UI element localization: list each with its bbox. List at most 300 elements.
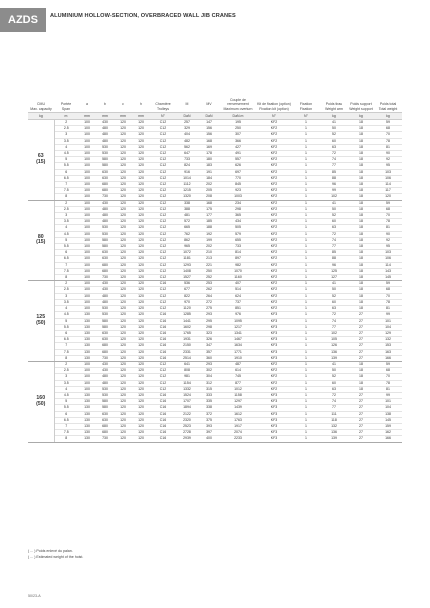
table-body — [28, 120, 402, 443]
column-header: DaN — [176, 113, 198, 120]
table-cell: 27 — [348, 436, 374, 442]
table-cell: 100 — [78, 368, 96, 374]
table-cell: KF3 — [256, 417, 292, 423]
table-cell: 733 — [220, 244, 256, 250]
table-cell: C16 — [150, 324, 176, 330]
table-cell: 2.5 — [54, 287, 78, 293]
table-cell: 63 — [320, 225, 348, 231]
table-cell: 162 — [374, 430, 402, 436]
table-cell: 100 — [78, 386, 96, 392]
table-cell: KF3 — [256, 355, 292, 361]
table-cell: 430 — [96, 287, 114, 293]
table-cell: 626 — [220, 163, 256, 169]
table-cell: 6.5 — [54, 175, 78, 181]
table-cell: 480 — [96, 126, 114, 132]
table-cell: 63 — [320, 306, 348, 312]
table-cell: 18 — [348, 175, 374, 181]
table-cell: C12 — [150, 200, 176, 206]
table-cell: 8 — [54, 436, 78, 442]
capacity-cell — [28, 120, 54, 201]
table-cell: KF2 — [256, 268, 292, 274]
table-cell: 1217 — [220, 324, 256, 330]
table-cell: 96 — [320, 262, 348, 268]
table-cell: KF2 — [256, 299, 292, 305]
table-cell: 3.5 — [54, 380, 78, 386]
table-cell: 18 — [348, 256, 374, 262]
table-cell: 298 — [198, 324, 220, 330]
table-cell: 680 — [96, 343, 114, 349]
table-cell: 120 — [132, 392, 150, 398]
table-cell: 118 — [320, 417, 348, 423]
capacity-sub: (15) — [36, 158, 46, 165]
table-cell: KF2 — [256, 132, 292, 138]
column-header: MV — [206, 101, 212, 106]
table-cell: 1527 — [176, 275, 198, 281]
table-cell: 101 — [374, 399, 402, 405]
table-cell: 1 — [292, 287, 320, 293]
table-cell: 27 — [348, 324, 374, 330]
table-cell: 434 — [220, 219, 256, 225]
table-cell: 4 — [54, 225, 78, 231]
table-cell: 923 — [220, 188, 256, 194]
table-cell: KF2 — [256, 281, 292, 287]
table-cell: 100 — [78, 293, 96, 299]
table-cell: 1 — [292, 349, 320, 355]
table-cell: 5 — [54, 157, 78, 163]
table-cell: 120 — [132, 330, 150, 336]
table-cell: 120 — [132, 374, 150, 380]
table-cell: 27 — [348, 343, 374, 349]
table-cell: 5.5 — [54, 324, 78, 330]
table-cell: 125 — [320, 268, 348, 274]
table-cell: 100 — [78, 126, 96, 132]
table-cell: 130 — [78, 337, 96, 343]
column-header: Portée — [60, 101, 72, 106]
table-cell: 1160 — [220, 275, 256, 281]
table-cell: 120 — [114, 355, 132, 361]
table-cell: KF2 — [256, 169, 292, 175]
table-cell: 74 — [320, 318, 348, 324]
table-cell: C16 — [150, 405, 176, 411]
table-cell: 1 — [292, 120, 320, 126]
table-cell: 90 — [374, 231, 402, 237]
table-cell: 159 — [374, 423, 402, 429]
table-cell: 400 — [198, 436, 220, 442]
table-cell: 1 — [292, 194, 320, 200]
table-cell: 78 — [374, 380, 402, 386]
table-cell: 103 — [374, 169, 402, 175]
capacity-cell — [28, 281, 54, 362]
table-cell: 335 — [198, 399, 220, 405]
table-cell: C12 — [150, 275, 176, 281]
table-cell: C16 — [150, 330, 176, 336]
table-cell: KF2 — [256, 275, 292, 281]
table-cell: 18 — [348, 151, 374, 157]
table-cell: 120 — [114, 237, 132, 243]
table-cell: KF3 — [256, 405, 292, 411]
table-cell: 822 — [176, 293, 198, 299]
column-header: mm — [78, 113, 96, 120]
table-cell: 18 — [348, 126, 374, 132]
table-cell: 210 — [198, 250, 220, 256]
table-cell: 6 — [54, 250, 78, 256]
table-cell: 100 — [78, 374, 96, 380]
table-cell: 120 — [132, 126, 150, 132]
table-cell: 120 — [132, 219, 150, 225]
spec-table-wrapper — [28, 88, 402, 443]
table-cell: 52 — [320, 293, 348, 299]
table-cell: 4.5 — [54, 231, 78, 237]
table-cell: 120 — [132, 287, 150, 293]
table-cell: 7.5 — [54, 349, 78, 355]
table-cell: 120 — [114, 225, 132, 231]
table-cell: 120 — [114, 436, 132, 442]
table-cell: C16 — [150, 318, 176, 324]
table-cell: 63 — [320, 386, 348, 392]
table-cell: 427 — [220, 144, 256, 150]
table-cell: 480 — [96, 380, 114, 386]
column-header: m — [54, 113, 78, 120]
table-cell: 111 — [320, 411, 348, 417]
table-cell: 1285 — [176, 312, 198, 318]
table-cell: 1293 — [176, 262, 198, 268]
table-cell: KF3 — [256, 318, 292, 324]
table-cell: 1 — [292, 417, 320, 423]
table-cell: 120 — [114, 163, 132, 169]
table-cell: C12 — [150, 213, 176, 219]
table-cell: 27 — [348, 405, 374, 411]
table-cell: 680 — [96, 349, 114, 355]
table-cell: 120 — [114, 200, 132, 206]
table-cell: 120 — [114, 231, 132, 237]
table-cell: KF2 — [256, 361, 292, 367]
table-cell: KF2 — [256, 256, 292, 262]
table-cell: 130 — [78, 405, 96, 411]
table-cell: 18 — [348, 275, 374, 281]
table-cell: C12 — [150, 250, 176, 256]
table-cell: C12 — [150, 368, 176, 374]
table-cell: KF2 — [256, 175, 292, 181]
table-cell: 120 — [132, 237, 150, 243]
table-cell: 5.5 — [54, 163, 78, 169]
table-cell: 120 — [132, 337, 150, 343]
table-cell: 4.5 — [54, 312, 78, 318]
footnote-en: ( ... ) Estimated weight of the hoist. — [28, 555, 84, 559]
column-header: Span — [61, 107, 71, 111]
table-cell: 132 — [374, 337, 402, 343]
table-cell: 27 — [348, 417, 374, 423]
table-cell: 680 — [96, 430, 114, 436]
table-cell: 188 — [198, 225, 220, 231]
table-cell: 7 — [54, 423, 78, 429]
table-cell: 298 — [220, 206, 256, 212]
table-cell: 1910 — [220, 355, 256, 361]
table-cell: 1 — [292, 169, 320, 175]
table-cell: 102 — [320, 330, 348, 336]
table-cell: 120 — [132, 194, 150, 200]
table-cell: 100 — [78, 144, 96, 150]
table-cell: 27 — [348, 423, 374, 429]
table-cell: 680 — [96, 188, 114, 194]
table-cell: 130 — [78, 349, 96, 355]
table-cell: 733 — [176, 157, 198, 163]
table-cell: 130 — [78, 343, 96, 349]
table-cell: 677 — [176, 287, 198, 293]
table-cell: 120 — [114, 206, 132, 212]
table-cell: 52 — [320, 213, 348, 219]
table-cell: 120 — [132, 175, 150, 181]
table-cell: 120 — [132, 306, 150, 312]
table-cell: 130 — [78, 324, 96, 330]
table-cell: 120 — [114, 175, 132, 181]
table-cell: 18 — [348, 386, 374, 392]
table-cell: C12 — [150, 163, 176, 169]
table-cell: C12 — [150, 244, 176, 250]
table-cell: 4 — [54, 306, 78, 312]
table-cell: 1 — [292, 318, 320, 324]
table-cell: 180 — [198, 157, 220, 163]
table-cell: 1 — [292, 337, 320, 343]
table-cell: 120 — [114, 262, 132, 268]
table-cell: 2150 — [176, 343, 198, 349]
table-cell: 18 — [348, 368, 374, 374]
table-cell: 6.5 — [54, 417, 78, 423]
table-cell: 845 — [220, 182, 256, 188]
table-cell: C12 — [150, 225, 176, 231]
table-cell: 120 — [374, 194, 402, 200]
column-header: kg — [320, 113, 348, 120]
table-cell: 100 — [78, 275, 96, 281]
table-cell: 59 — [374, 361, 402, 367]
table-cell: 6 — [54, 169, 78, 175]
table-cell: 120 — [114, 306, 132, 312]
table-cell: 1 — [292, 126, 320, 132]
table-cell: KF3 — [256, 430, 292, 436]
table-cell: 120 — [132, 361, 150, 367]
table-cell: 2939 — [176, 436, 198, 442]
table-cell: 120 — [132, 299, 150, 305]
table-cell: 78 — [374, 219, 402, 225]
table-cell: 18 — [348, 268, 374, 274]
table-cell: 120 — [132, 275, 150, 281]
column-header: M — [185, 101, 189, 106]
table-cell: 557 — [220, 157, 256, 163]
table-cell: 1467 — [220, 337, 256, 343]
column-header: kg — [348, 113, 374, 120]
table-cell: 388 — [176, 206, 198, 212]
table-cell: 851 — [220, 306, 256, 312]
table-cell: 120 — [132, 250, 150, 256]
table-cell: 293 — [198, 361, 220, 367]
table-cell: 120 — [132, 293, 150, 299]
column-header: mm — [132, 113, 150, 120]
table-cell: 100 — [78, 256, 96, 262]
table-cell: C12 — [150, 182, 176, 188]
table-cell: 27 — [348, 392, 374, 398]
table-cell: 50 — [320, 368, 348, 374]
table-cell: 1 — [292, 430, 320, 436]
column-header: mm — [114, 113, 132, 120]
table-cell: 120 — [114, 244, 132, 250]
table-cell: 136 — [320, 430, 348, 436]
table-cell: 1 — [292, 374, 320, 380]
table-cell: KF3 — [256, 411, 292, 417]
table-cell: 120 — [132, 157, 150, 163]
table-cell: 100 — [78, 206, 96, 212]
table-cell: 120 — [114, 405, 132, 411]
table-cell: 1072 — [176, 250, 198, 256]
table-cell: 1441 — [176, 318, 198, 324]
table-cell: 8 — [54, 275, 78, 281]
table-cell: 100 — [78, 250, 96, 256]
table-cell: 375 — [198, 417, 220, 423]
table-cell: 120 — [114, 268, 132, 274]
table-cell: 120 — [132, 281, 150, 287]
table-cell: C12 — [150, 126, 176, 132]
table-cell: 1707 — [176, 399, 198, 405]
table-cell: KF2 — [256, 194, 292, 200]
table-cell: 120 — [114, 126, 132, 132]
table-cell: 275 — [198, 306, 220, 312]
column-header: Max. capacity — [30, 107, 52, 111]
column-header: c — [122, 101, 124, 106]
table-cell: 1408 — [176, 268, 198, 274]
table-cell: KF3 — [256, 324, 292, 330]
table-cell: C12 — [150, 361, 176, 367]
table-cell: 120 — [114, 182, 132, 188]
table-cell: 730 — [96, 194, 114, 200]
table-cell: 96 — [320, 182, 348, 188]
table-cell: 480 — [96, 132, 114, 138]
table-cell: 177 — [198, 213, 220, 219]
table-cell: 1931 — [176, 337, 198, 343]
table-cell: 480 — [96, 374, 114, 380]
table-cell: 100 — [78, 244, 96, 250]
table-cell: 120 — [114, 213, 132, 219]
table-cell: 81 — [374, 144, 402, 150]
table-cell: 2233 — [220, 436, 256, 442]
table-cell: 27 — [348, 349, 374, 355]
table-cell: 730 — [96, 436, 114, 442]
table-cell: 5 — [54, 237, 78, 243]
table-cell: C12 — [150, 374, 176, 380]
table-cell: 1070 — [220, 268, 256, 274]
table-cell: KF2 — [256, 244, 292, 250]
table-cell: 982 — [220, 262, 256, 268]
table-cell: 630 — [96, 256, 114, 262]
table-cell: 1634 — [220, 343, 256, 349]
table-cell: 120 — [114, 169, 132, 175]
table-cell: 120 — [132, 151, 150, 157]
table-cell: 18 — [348, 213, 374, 219]
table-cell: 680 — [96, 268, 114, 274]
table-cell: 1 — [292, 306, 320, 312]
table-cell: 897 — [220, 256, 256, 262]
table-cell: 120 — [114, 293, 132, 299]
table-cell: 130 — [78, 430, 96, 436]
table-cell: 59 — [374, 120, 402, 126]
table-cell: 357 — [198, 349, 220, 355]
table-cell: 120 — [114, 430, 132, 436]
table-cell: 2 — [54, 200, 78, 206]
table-cell: 100 — [78, 151, 96, 157]
table-cell: 120 — [132, 355, 150, 361]
table-cell: 407 — [220, 281, 256, 287]
table-cell: 147 — [198, 120, 220, 126]
table-cell: 697 — [220, 169, 256, 175]
table-cell: 59 — [374, 200, 402, 206]
table-cell: 106 — [374, 256, 402, 262]
table-cell: 120 — [132, 436, 150, 442]
table-cell: 3.5 — [54, 299, 78, 305]
table-cell: KF2 — [256, 287, 292, 293]
table-cell: 18 — [348, 237, 374, 243]
table-cell: C12 — [150, 237, 176, 243]
table-cell: KF3 — [256, 330, 292, 336]
table-cell: 253 — [198, 281, 220, 287]
table-cell: 27 — [348, 318, 374, 324]
table-cell: 1 — [292, 163, 320, 169]
table-cell: 60 — [320, 219, 348, 225]
table-cell: 191 — [198, 169, 220, 175]
table-cell: 1 — [292, 281, 320, 287]
table-cell: 487 — [220, 361, 256, 367]
table-cell: 68 — [374, 206, 402, 212]
table-cell: 100 — [78, 182, 96, 188]
table-cell: 120 — [132, 312, 150, 318]
table-cell: 50 — [320, 126, 348, 132]
table-cell: 120 — [132, 120, 150, 126]
table-cell: 6.5 — [54, 256, 78, 262]
table-cell: 580 — [96, 318, 114, 324]
table-cell: 130 — [78, 392, 96, 398]
table-cell: 70 — [374, 374, 402, 380]
table-cell: 430 — [96, 200, 114, 206]
column-header: mm — [96, 113, 114, 120]
table-cell: 120 — [114, 343, 132, 349]
table-cell: 1 — [292, 250, 320, 256]
table-cell: 360 — [198, 355, 220, 361]
table-cell: 120 — [132, 244, 150, 250]
table-cell: 1154 — [176, 380, 198, 386]
table-cell: 5.5 — [54, 405, 78, 411]
table-cell: 1 — [292, 138, 320, 144]
table-cell: 5 — [54, 318, 78, 324]
table-cell: 3.5 — [54, 219, 78, 225]
table-cell: 41 — [320, 361, 348, 367]
table-cell: 1 — [292, 213, 320, 219]
table-cell: 178 — [198, 151, 220, 157]
table-cell: 120 — [132, 182, 150, 188]
table-cell: 1341 — [220, 330, 256, 336]
table-cell: 120 — [114, 281, 132, 287]
table-cell: 120 — [114, 330, 132, 336]
table-cell: C12 — [150, 256, 176, 262]
table-cell: 1 — [292, 411, 320, 417]
table-cell: 272 — [198, 299, 220, 305]
table-cell: 8 — [54, 194, 78, 200]
table-cell: 27 — [348, 330, 374, 336]
table-cell: 4 — [54, 386, 78, 392]
capacity-sub: (50) — [36, 320, 46, 327]
table-cell: 88 — [320, 175, 348, 181]
table-cell: 3 — [54, 213, 78, 219]
table-cell: 491 — [220, 151, 256, 157]
table-cell: 18 — [348, 287, 374, 293]
table-cell: 981 — [176, 374, 198, 380]
table-cell: 481 — [176, 213, 198, 219]
table-cell: 1297 — [220, 399, 256, 405]
